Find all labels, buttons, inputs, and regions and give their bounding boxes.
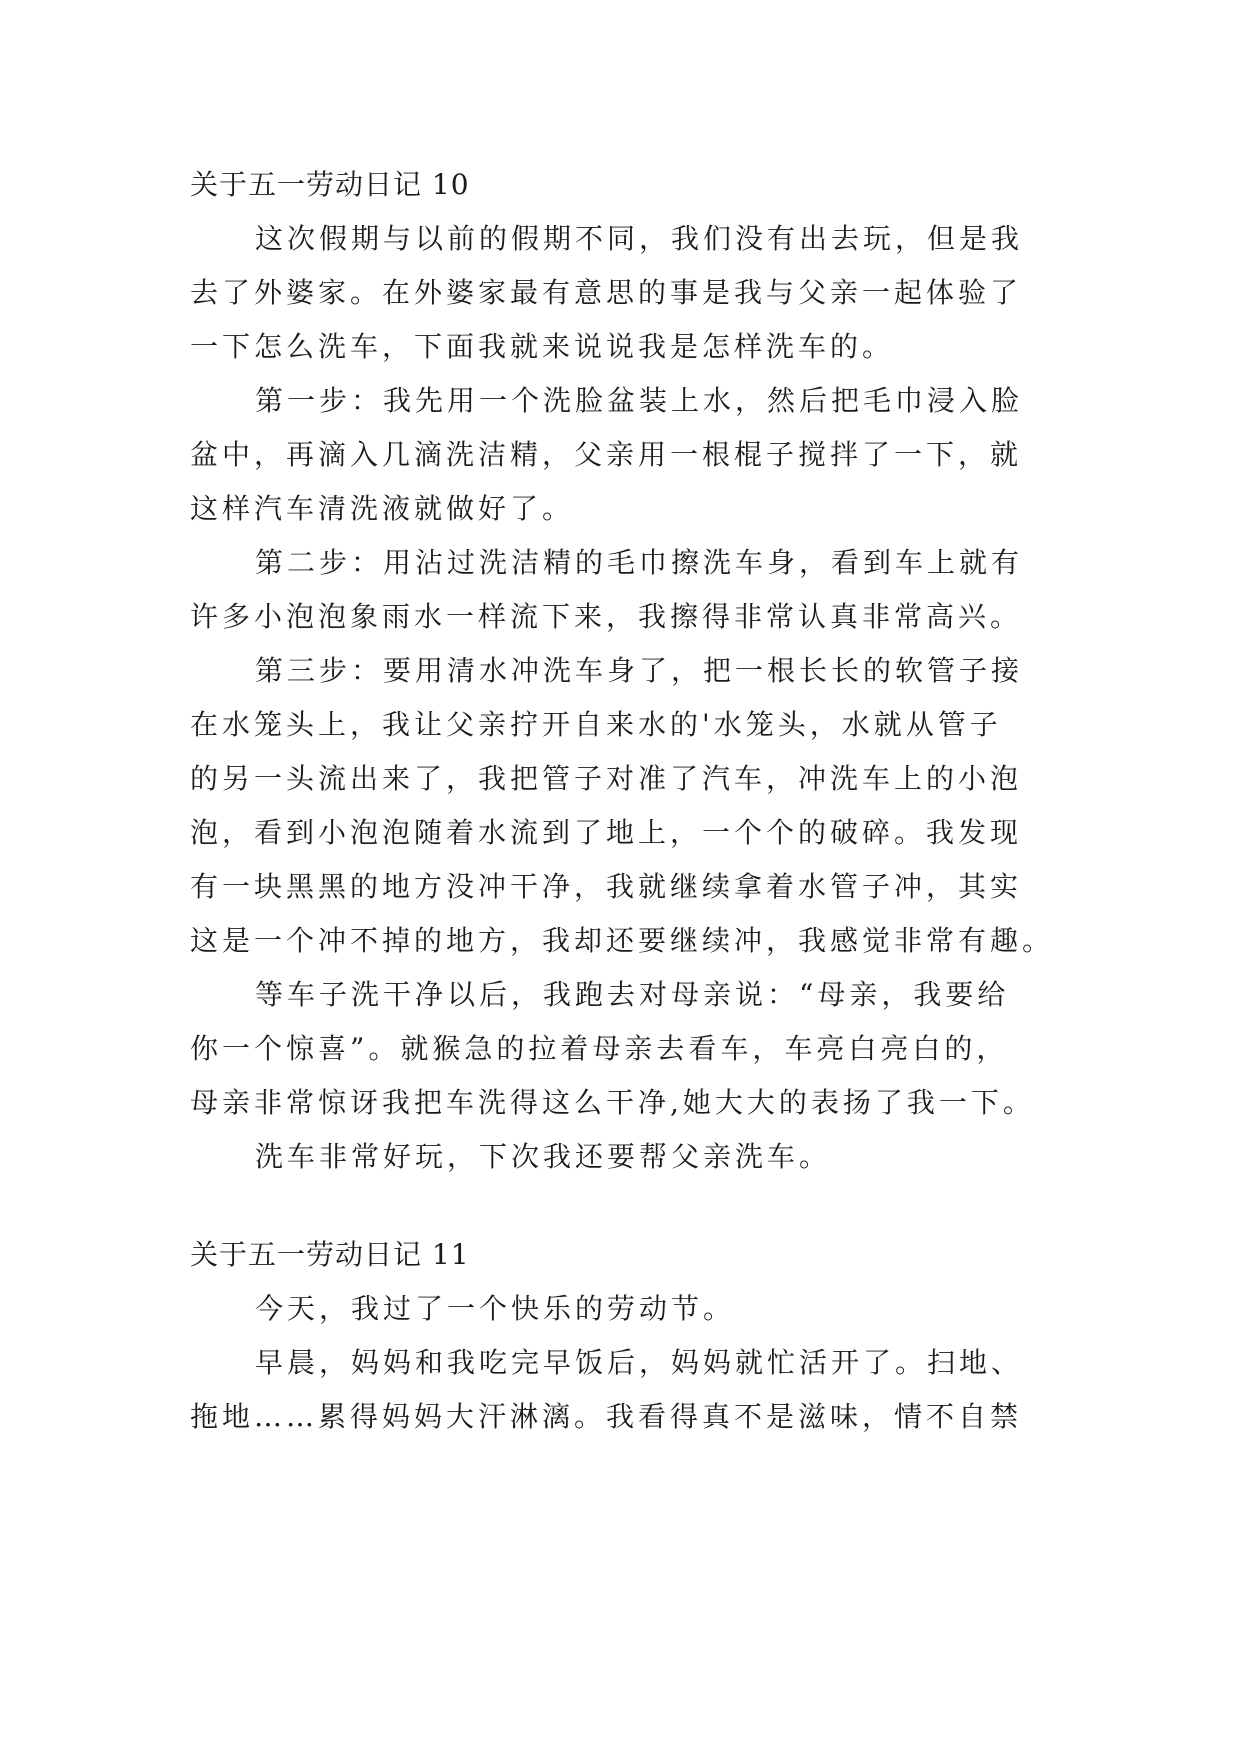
article-10-line: 第二步：用沾过洗洁精的毛巾擦洗车身，看到车上就有: [255, 546, 1024, 579]
article-10-line: 这样汽车清洗液就做好了。: [190, 492, 575, 525]
article-10-line: 许多小泡泡象雨水一样流下来，我擦得非常认真非常高兴。: [190, 600, 1023, 633]
article-10-line: 的另一头流出来了，我把管子对准了汽车，冲洗车上的小泡: [190, 762, 1023, 795]
article-11-line: 拖地……累得妈妈大汗淋漓。我看得真不是滋味，情不自禁: [190, 1400, 1023, 1433]
article-10-line: 去了外婆家。在外婆家最有意思的事是我与父亲一起体验了: [190, 276, 1023, 309]
article-10-line: 盆中，再滴入几滴洗洁精，父亲用一根棍子搅拌了一下，就: [190, 438, 1023, 471]
article-10-line: 母亲非常惊讶我把车洗得这么干净,她大大的表扬了我一下。: [190, 1086, 1035, 1119]
article-10-line: 泡，看到小泡泡随着水流到了地上，一个个的破碎。我发现: [190, 816, 1023, 849]
article-10-line: 这是一个冲不掉的地方，我却还要继续冲，我感觉非常有趣。: [190, 924, 1055, 957]
article-10-line: 在水笼头上，我让父亲拧开自来水的'水笼头，水就从管子: [190, 708, 1002, 741]
article-11-line: 今天，我过了一个快乐的劳动节。: [255, 1292, 736, 1325]
article-10-line: 你一个惊喜”。就猴急的拉着母亲去看车，车亮白亮白的，: [190, 1032, 1009, 1065]
article-11-heading: 关于五一劳动日记 11: [190, 1238, 470, 1271]
article-10-line: 等车子洗干净以后，我跑去对母亲说：“母亲，我要给: [255, 978, 1010, 1011]
article-10-line: 第三步：要用清水冲洗车身了，把一根长长的软管子接: [255, 654, 1024, 687]
article-10-line: 这次假期与以前的假期不同，我们没有出去玩，但是我: [255, 222, 1024, 255]
article-11-line: 早晨，妈妈和我吃完早饭后，妈妈就忙活开了。扫地、: [255, 1346, 1024, 1379]
article-10-heading: 关于五一劳动日记 10: [190, 168, 470, 201]
article-10-line: 洗车非常好玩，下次我还要帮父亲洗车。: [255, 1140, 832, 1173]
article-10-line: 有一块黑黑的地方没冲干净，我就继续拿着水管子冲，其实: [190, 870, 1023, 903]
article-10-line: 第一步：我先用一个洗脸盆装上水，然后把毛巾浸入脸: [255, 384, 1024, 417]
article-10-line: 一下怎么洗车，下面我就来说说我是怎样洗车的。: [190, 330, 895, 363]
